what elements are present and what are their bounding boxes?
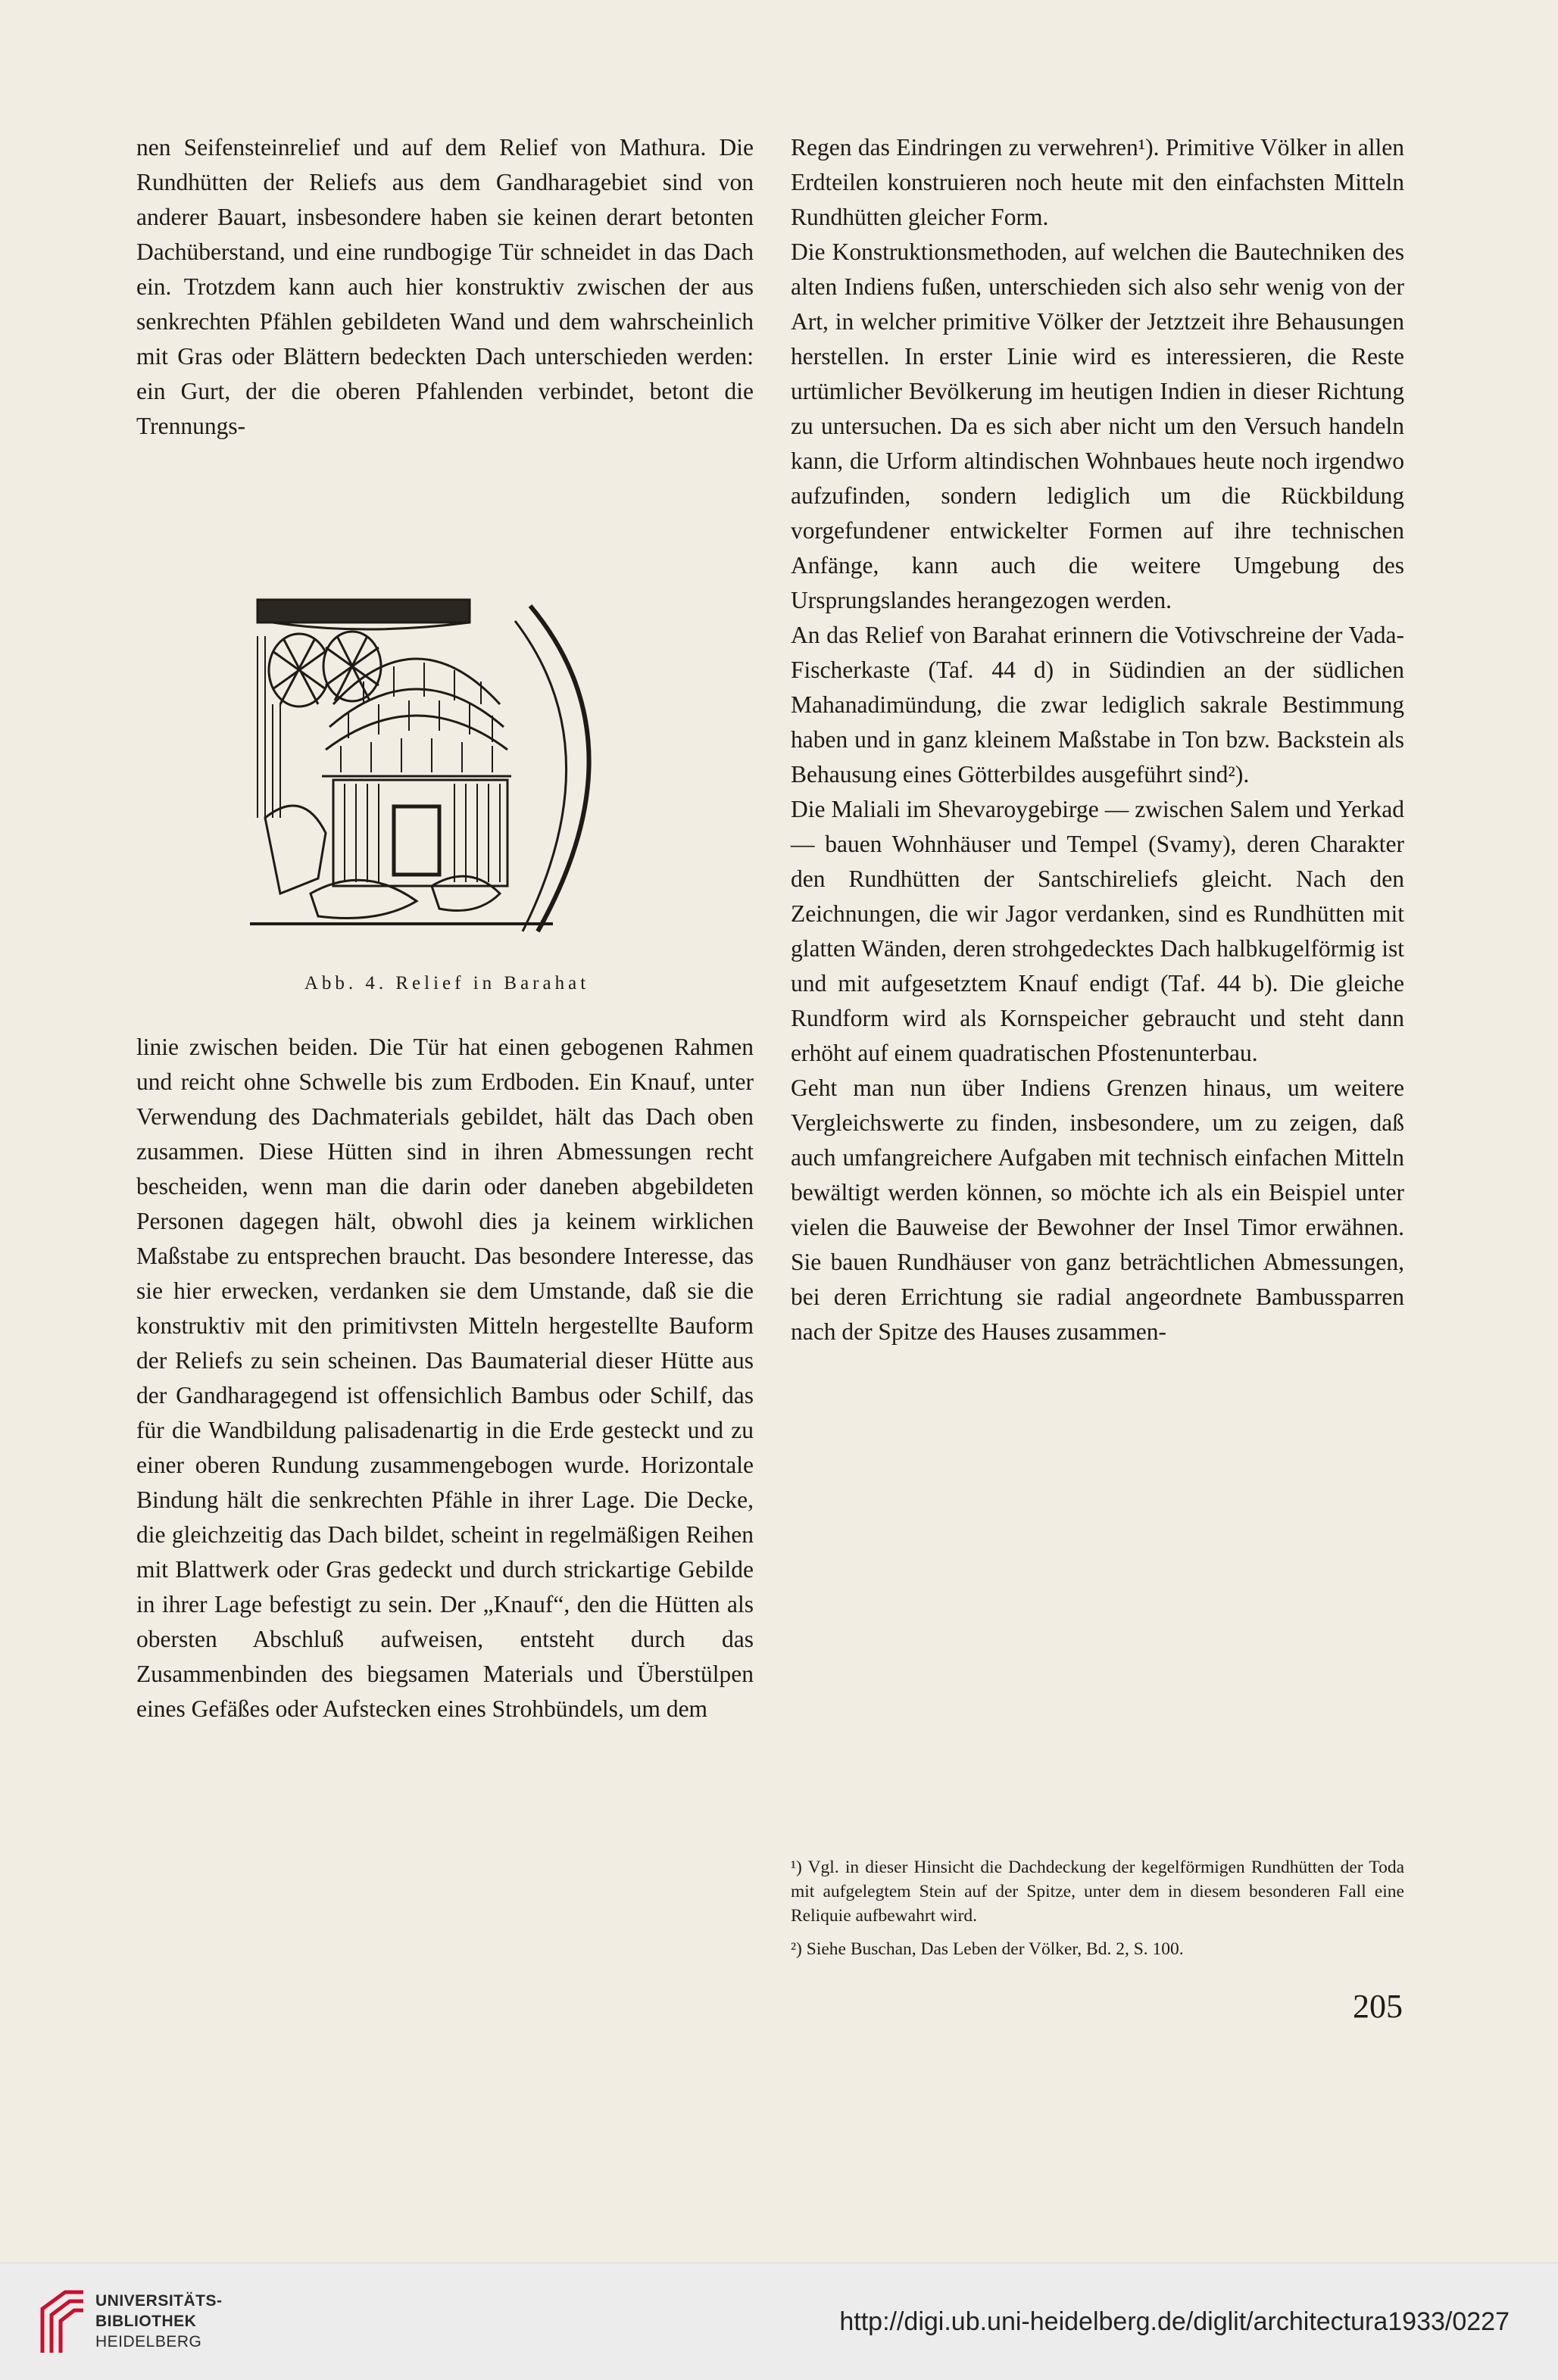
paragraph: nen Seifensteinrelief und auf dem Relief von Mathura. Die Rundhütten der Reliefs aus dem Gandharagebiet sind von anderer Bauart, insbesondere haben sie keinen derart betonten Dachüberstand, und eine rundbogige Tür schneidet in das Dach ein. Trotzdem kann auch hier konstruktiv zwischen der aus senkrechten Pfählen gebildeten Wand und dem wahrscheinlich mit Gras oder Blättern bedeckten Dach unterschieden werden: ein Gurt, der die oberen Pfahlenden verbindet, betont die Trennungs- <box>136 134 754 439</box>
institution-line-3: HEIDELBERG <box>95 2333 202 2350</box>
source-url-link[interactable]: http://digi.ub.uni-heidelberg.de/diglit/architectura1933/0227 <box>839 2307 1510 2336</box>
footnote-2: ²) Siehe Buschan, Das Leben der Völker, Bd. 2, S. 100. <box>791 1939 1184 1959</box>
left-column-top <box>136 130 754 444</box>
paragraph: Geht man nun über Indiens Grenzen hinaus, um weitere Vergleichswerte zu finden, insbesondere, um zu zeigen, daß auch umfangreichere Aufgaben mit technisch einfachen Mitteln bewältigt werden können, so möchte ich als ein Beispiel unter vielen die Bauweise der Bewohner der Insel Timor erwähnen. Sie bauen Rundhäuser von ganz beträchtlichen Abmessungen, bei deren Errichtung sie radial angeordnete Bambussparren nach der Spitze des Hauses zusammen- <box>791 1075 1404 1345</box>
footnotes <box>791 1855 1404 1970</box>
paragraph: Die Konstruktionsmethoden, auf welchen die Bautechniken des alten Indiens fußen, unterschieden sich also sehr wenig von der Art, in welcher primitive Völker der Jetztzeit ihre Behausungen herstellen. In erster Linie wird es interessieren, die Reste urtümlicher Bevölkerung im heutigen Indien in dieser Richtung zu untersuchen. Da es sich aber nicht um den Versuch handeln kann, die Urform altindischen Wohnbaues heute noch irgendwo aufzufinden, sondern lediglich um die Rückbildung vorgefundener entwickelter Formen auf ihre technischen Anfänge, kann auch die weitere Umgebung des Ursprungslandes herangezogen werden. <box>791 239 1404 613</box>
footnote-1: ¹) Vgl. in dieser Hinsicht die Dachdeckung der kegelförmigen Rundhütten der Toda mit aufgelegtem Stein auf der Spitze, unter dem in diesem besonderen Fall eine Reliquie aufbewahrt wird. <box>791 1858 1404 1926</box>
institution-line-1: UNIVERSITÄTS- <box>95 2292 223 2310</box>
figure-relief-barahat <box>250 591 644 962</box>
paragraph: Die Maliali im Shevaroygebirge — zwischen Salem und Yerkad — bauen Wohnhäuser und Tempel (Svamy), deren Charakter den Rundhütten der Santschireliefs gleicht. Nach den Zeichnungen, die wir Jagor verdanken, sind es Rundhütten mit glatten Wänden, deren strohgedecktes Dach halbkugelförmig ist und mit aufgesetztem Knauf endigt (Taf. 44 b). Die gleiche Rundform wird als Kornspeicher gebraucht und steht dann erhöht auf einem quadratischen Pfostenunterbau. <box>791 796 1404 1066</box>
left-column-bottom <box>136 1030 754 1727</box>
institution-name <box>95 2291 223 2352</box>
institution-line-2: BIBLIOTHEK <box>95 2313 197 2330</box>
page-number: 205 <box>1353 1988 1403 2025</box>
relief-drawing-illustration <box>250 591 644 939</box>
right-column <box>791 130 1404 1349</box>
university-library-logo-icon <box>36 2286 89 2356</box>
paragraph: Regen das Eindringen zu verwehren¹). Primitive Völker in allen Erdteilen konstruieren noch heute mit den einfachsten Mitteln Rundhütten gleicher Form. <box>791 134 1404 230</box>
figure-caption: Abb. 4. Relief in Barahat <box>304 973 590 993</box>
paragraph: An das Relief von Barahat erinnern die Votivschreine der Vada-Fischerkaste (Taf. 44 d) in Südindien an der südlichen Mahanadimündung, die zwar lediglich sakrale Bestimmung haben und in ganz kleinem Maßstabe in Ton bzw. Backstein als Behausung eines Götterbildes ausgeführt sind²). <box>791 622 1404 788</box>
viewer-footer <box>0 2263 1558 2380</box>
paragraph: linie zwischen beiden. Die Tür hat einen gebogenen Rahmen und reicht ohne Schwelle bis zum Erdboden. Ein Knauf, unter Verwendung des Dachmaterials gebildet, hält das Dach oben zusammen. Diese Hütten sind in ihren Abmessungen recht bescheiden, wenn man die darin oder daneben abgebildeten Personen dagegen hält, obwohl dies ja keinem wirklichen Maßstabe zu entsprechen braucht. Das besondere Interesse, das sie hier erwecken, verdanken sie dem Umstande, daß sie die konstruktiv mit den primitivsten Mitteln hergestellte Bauform der Reliefs zu sein scheinen. Das Baumaterial dieser Hütte aus der Gandharagegend ist offensichlich Bambus oder Schilf, das für die Wandbildung palisadenartig in die Erde gesteckt und zu einer oberen Rundung zusammengebogen wurde. Horizontale Bindung hält die senkrechten Pfähle in ihrer Lage. Die Decke, die gleichzeitig das Dach bildet, scheint in regelmäßigen Reihen mit Blattwerk oder Gras gedeckt und durch strickartige Gebilde in ihrer Lage befestigt zu sein. Der „Knauf“, den die Hütten als obersten Abschluß aufweisen, entsteht durch das Zusammenbinden des biegsamen Materials und Überstülpen eines Gefäßes oder Aufstecken eines Strohbündels, um dem <box>136 1034 754 1722</box>
